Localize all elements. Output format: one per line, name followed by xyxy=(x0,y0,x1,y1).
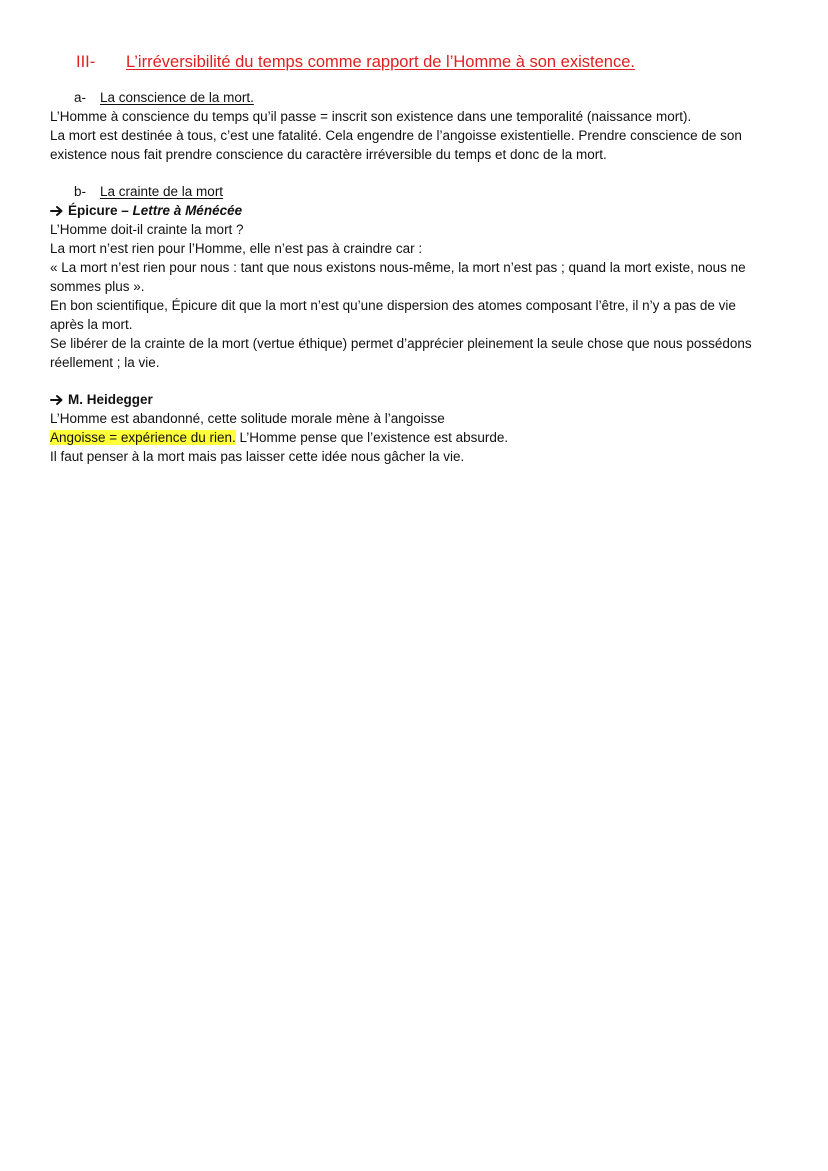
paragraph: En bon scientifique, Épicure dit que la mort n’est qu’une dispersion des atomes composant l’être, il n’y a pas de vie après la mort. xyxy=(50,298,736,332)
paragraph-rest: L’Homme pense que l’existence est absurde. xyxy=(235,430,509,445)
epicure-dash: – xyxy=(117,203,133,218)
paragraph-with-highlight xyxy=(50,428,770,447)
subheading-a xyxy=(74,88,770,107)
right-arrow-icon xyxy=(50,205,64,217)
highlighted-text: Angoisse = expérience du rien. xyxy=(50,430,236,445)
epicure-work: Lettre à Ménécée xyxy=(132,203,243,218)
heidegger-author: M. Heidegger xyxy=(68,392,153,407)
section-title-text: L’irréversibilité du temps comme rapport de l’Homme à son existence. xyxy=(126,53,635,71)
right-arrow-icon xyxy=(50,394,64,406)
paragraph: La mort n’est rien pour l’Homme, elle n’est pas à craindre car : xyxy=(50,241,423,256)
subheading-a-label: La conscience de la mort. xyxy=(100,90,254,105)
subheading-b-letter: b- xyxy=(74,184,87,199)
heidegger-heading xyxy=(50,390,770,409)
epicure-author: Épicure xyxy=(68,203,118,218)
subheading-b xyxy=(74,182,770,201)
subheading-a-letter: a- xyxy=(74,90,87,105)
paragraph: L’Homme à conscience du temps qu’il passe = inscrit son existence dans une temporalité (naissance mort). xyxy=(50,109,692,124)
paragraph: Il faut penser à la mort mais pas laisser cette idée nous gâcher la vie. xyxy=(50,449,465,464)
section-number: III- xyxy=(76,53,96,71)
paragraph: L’Homme doit-il crainte la mort ? xyxy=(50,222,244,237)
section-title xyxy=(76,50,770,74)
subheading-b-label: La crainte de la mort xyxy=(100,184,224,199)
epicure-heading xyxy=(50,201,770,220)
paragraph: Se libérer de la crainte de la mort (vertue éthique) permet d’apprécier pleinement la seule chose que nous possédons réellement ; la vie. xyxy=(50,336,752,370)
quote-paragraph: « La mort n’est rien pour nous : tant que nous existons nous-même, la mort n’est pas ; quand la mort existe, nous ne sommes plus ». xyxy=(50,260,746,294)
paragraph: La mort est destinée à tous, c’est une fatalité. Cela engendre de l’angoisse existentielle. Prendre conscience de son existence nous fait prendre conscience du caractère irréversible du temps et donc de la mort. xyxy=(50,128,742,162)
paragraph: L’Homme est abandonné, cette solitude morale mène à l’angoisse xyxy=(50,411,445,426)
